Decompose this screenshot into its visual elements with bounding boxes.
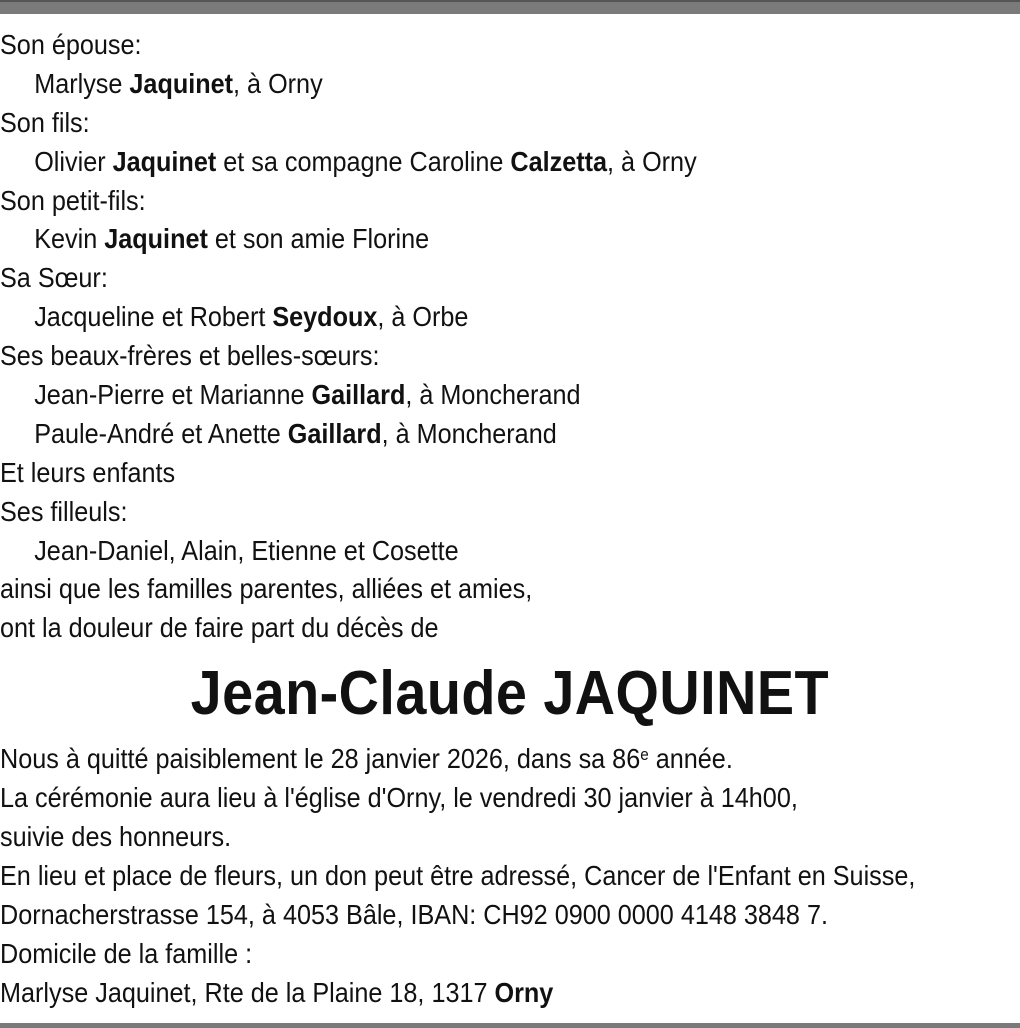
surname: Gaillard (287, 417, 382, 449)
detail-line (0, 740, 1020, 779)
top-border (0, 0, 1020, 14)
surname: Jaquinet (104, 223, 208, 255)
text: Marlyse Jaquinet, Rte de la Plaine 18, 1317 (0, 976, 495, 1008)
obituary-text (0, 26, 1020, 1012)
surname: Calzetta (510, 145, 608, 177)
text: , à Orny (607, 145, 697, 177)
text: et son amie Florine (207, 223, 430, 255)
text: , à Moncherand (381, 417, 557, 449)
text: Olivier (34, 145, 113, 177)
closing-line: ont la douleur de faire part du décès de (0, 612, 439, 644)
surname: Seydoux (272, 301, 378, 333)
relative-line (0, 415, 1020, 454)
relation-heading: Son fils: (0, 106, 90, 138)
text: Kevin (34, 223, 105, 255)
detail-line: Domicile de la famille : (0, 937, 253, 969)
text: Paule-André et Anette (34, 417, 288, 449)
detail-line: suivie des honneurs. (0, 821, 232, 853)
detail-line (0, 974, 1020, 1013)
relative-line (0, 220, 1020, 259)
ordinal-suffix: e (640, 745, 649, 765)
town: Orny (494, 976, 554, 1008)
relative-line (0, 143, 1020, 182)
text: , à Orbe (377, 301, 469, 333)
text: , à Orny (233, 67, 323, 99)
text: Jacqueline et Robert (34, 301, 273, 333)
surname: Jaquinet (112, 145, 217, 177)
relation-heading: Et leurs enfants (0, 456, 176, 488)
relative-line (0, 65, 1020, 104)
relative-line (0, 298, 1020, 337)
closing-line: ainsi que les familles parentes, alliées et amies, (0, 573, 533, 605)
relation-heading: Ses filleuls: (0, 495, 128, 527)
text: année. (648, 743, 733, 775)
text: Nous à quitté paisiblement le 28 janvier 2026, dans sa 86 (0, 743, 641, 775)
deceased-name: Jean-Claude JAQUINET (190, 659, 830, 729)
text: Marlyse (34, 67, 130, 99)
relation-heading: Sa Sœur: (0, 262, 108, 294)
relation-heading: Son petit-fils: (0, 184, 146, 216)
relative-line (0, 376, 1020, 415)
relative-line: Jean-Daniel, Alain, Etienne et Cosette (34, 534, 459, 566)
relation-heading: Ses beaux-frères et belles-sœurs: (0, 340, 380, 372)
text: , à Moncherand (405, 379, 581, 411)
detail-line: Dornacherstrasse 154, à 4053 Bâle, IBAN: CH92 0900 0000 4148 3848 7. (0, 898, 828, 930)
surname: Jaquinet (129, 67, 234, 99)
bottom-border (0, 1023, 1020, 1028)
surname: Gaillard (311, 379, 406, 411)
text: et sa compagne Caroline (216, 145, 511, 177)
text: Jean-Pierre et Marianne (34, 379, 312, 411)
detail-line: En lieu et place de fleurs, un don peut être adressé, Cancer de l'Enfant en Suisse, (0, 859, 916, 891)
relation-heading: Son épouse: (0, 29, 142, 60)
detail-line: La cérémonie aura lieu à l'église d'Orny, le vendredi 30 janvier à 14h00, (0, 782, 798, 814)
